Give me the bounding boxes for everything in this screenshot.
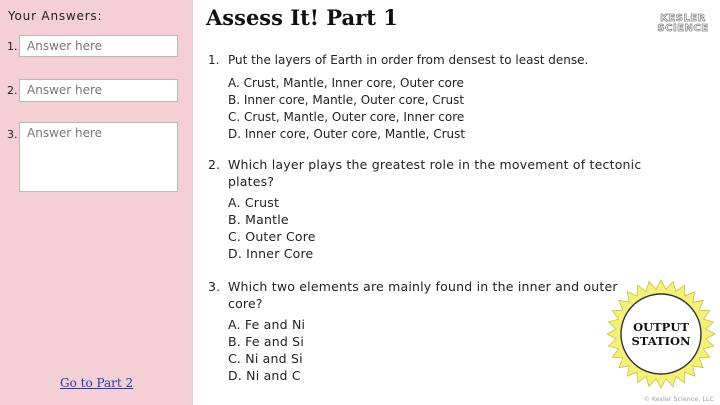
question-3 [208,278,618,384]
question-1-stem [208,52,588,69]
output-station-badge [605,278,717,390]
badge-line-2: STATION [631,334,691,348]
option-item: D. Inner core, Outer core, Mantle, Crust [228,127,466,141]
answer-1-number: 1. [7,40,18,53]
question-3-text: Which two elements are mainly found in the inner and outer [228,279,618,294]
question-2-options [208,194,641,262]
option-item: B. Mantle [228,212,289,227]
kesler-science-logo [654,14,712,34]
option-item: A. Fe and Ni [228,317,306,332]
option-item: B. Inner core, Mantle, Outer core, Crust [228,93,465,107]
question-1-text: Put the layers of Earth in order from densest to least dense. [228,53,589,67]
logo-line-2: SCIENCE [657,23,709,34]
answer-1-field[interactable] [19,35,178,57]
option-item: C. Crust, Mantle, Outer core, Inner core [228,110,465,124]
question-2 [208,156,641,262]
option-item: C. Ni and Si [228,351,303,366]
question-3-number: 3. [208,279,221,294]
answer-1-placeholder: Answer here [27,39,103,53]
go-to-part-2-link[interactable]: Go to Part 2 [60,376,134,390]
question-1 [208,52,588,143]
logo-line-1: KESLER [660,13,706,24]
question-1-options [208,75,588,143]
badge-label [605,278,717,390]
answer-3-placeholder: Answer here [27,126,103,140]
badge-line-1: OUTPUT [633,320,689,334]
question-2-number: 2. [208,157,221,172]
copyright-text: © Kesler Science, LLC [643,396,714,403]
page-title: Assess It! Part 1 [206,5,398,30]
answer-2-field[interactable] [19,79,178,102]
question-3-text-cont: core? [228,296,263,311]
option-item: A. Crust, Mantle, Inner core, Outer core [228,76,464,90]
option-item: C. Outer Core [228,229,316,244]
question-3-stem [208,278,618,295]
option-item: D. Inner Core [228,246,314,261]
question-1-number: 1. [208,53,220,67]
answer-3-field[interactable] [19,122,178,192]
question-2-text: Which layer plays the greatest role in the movement of tectonic [228,157,642,172]
answer-3-number: 3. [7,128,18,141]
answers-title: Your Answers: [8,9,103,23]
question-2-stem [208,156,641,173]
answer-2-number: 2. [7,84,18,97]
answer-2-placeholder: Answer here [27,83,103,97]
option-item: D. Ni and C [228,368,301,383]
option-item: B. Fe and Si [228,334,304,349]
assessment-panel [193,0,720,405]
option-item: A. Crust [228,195,280,210]
question-3-options [208,316,618,384]
question-2-text-cont: plates? [228,174,275,189]
